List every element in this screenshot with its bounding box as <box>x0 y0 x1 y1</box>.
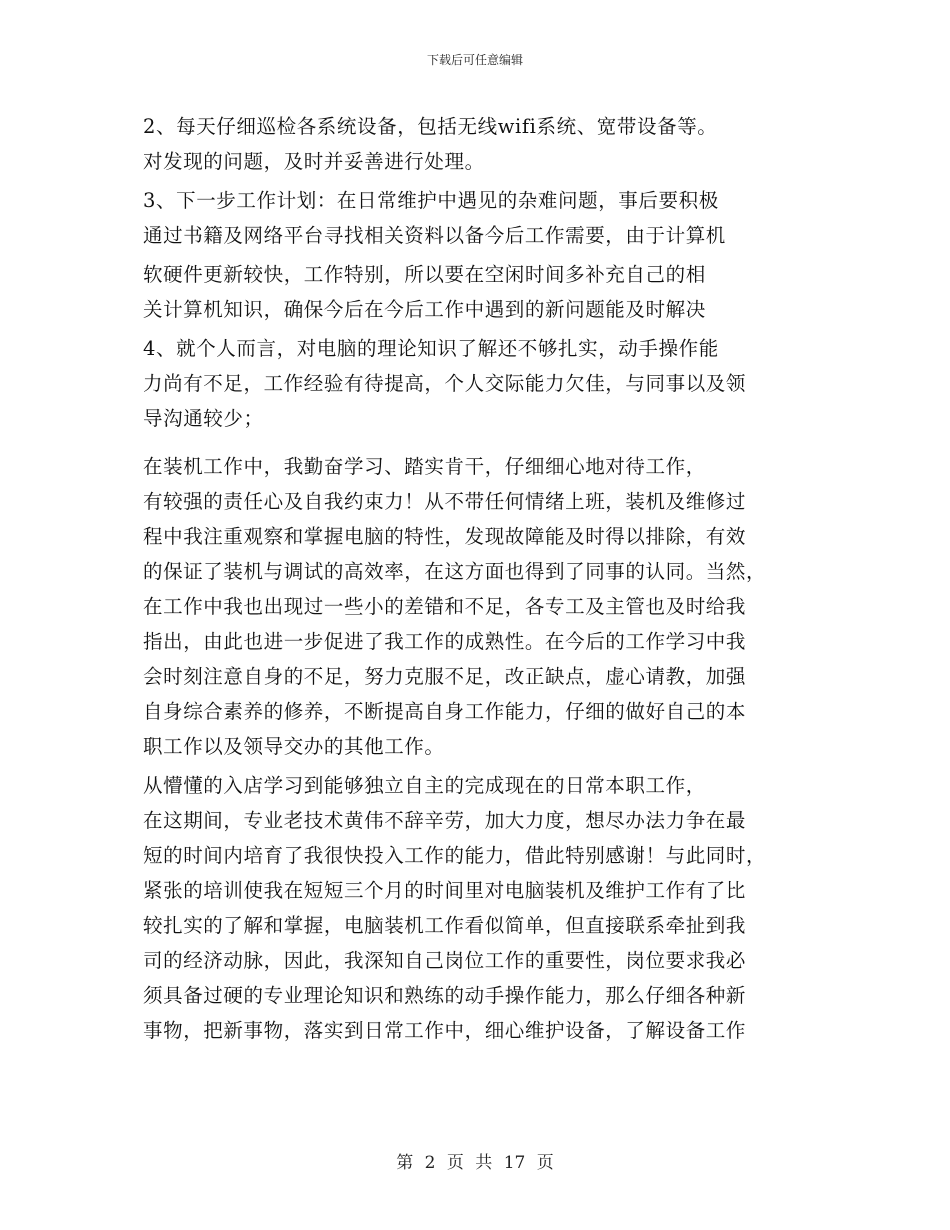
text-line: 程中我注重观察和掌握电脑的特性，发现故障能及时得以排除，有效 <box>143 525 747 548</box>
paragraph-6 <box>143 768 813 1048</box>
text-line: 指出，由此也进一步促进了我工作的成熟性。在今后的工作学习中我 <box>143 630 747 653</box>
text-line: 软硬件更新较快，工作特别，所以要在空闲时间多补充自己的相 <box>143 263 706 286</box>
page-number: 第 2 页 共 17 页 <box>396 1153 554 1173</box>
text-line: 通过书籍及网络平台寻找相关资料以备今后工作需要，由于计算机 <box>143 224 726 247</box>
text-line: 从懵懂的入店学习到能够独立自主的完成现在的日常本职工作， <box>143 774 706 797</box>
text-line: 在装机工作中，我勤奋学习、踏实肯干，仔细细心地对待工作， <box>143 455 706 478</box>
text-line: 司的经济动脉，因此，我深知自己岗位工作的重要性，岗位要求我必 <box>143 949 747 972</box>
paragraph-5 <box>143 449 813 764</box>
text-line: 须具备过硬的专业理论知识和熟练的动手操作能力，那么仔细各种新 <box>143 984 747 1007</box>
text-line: 导沟通较少； <box>143 407 264 430</box>
text-line: 力尚有不足，工作经验有待提高，个人交际能力欠佳，与同事以及领 <box>143 372 747 395</box>
text-line: 短的时间内培育了我很快投入工作的能力，借此特别感谢！与此同时， <box>143 844 767 867</box>
paragraph-3 <box>143 257 813 327</box>
text-line: 的保证了装机与调试的高效率，在这方面也得到了同事的认同。当然， <box>143 560 767 583</box>
text-line: 有较强的责任心及自我约束力！从不带任何情绪上班，装机及维修过 <box>143 490 747 513</box>
text-line: 在工作中我也出现过一些小的差错和不足，各专工及主管也及时给我 <box>143 595 747 618</box>
text-line: 2、每天仔细巡检各系统设备，包括无线wifi系统、宽带设备等。 <box>143 115 718 138</box>
text-line: 事物，把新事物，落实到日常工作中，细心维护设备，了解设备工作 <box>143 1019 747 1042</box>
text-line: 职工作以及领导交办的其他工作。 <box>143 735 445 758</box>
text-line: 对发现的问题，及时并妥善进行处理。 <box>143 150 485 173</box>
text-line: 会时刻注意自身的不足，努力克服不足，改正缺点，虚心请教，加强 <box>143 665 747 688</box>
paragraph-1 <box>143 109 813 179</box>
page-header: 下载后可任意编辑 <box>426 53 523 67</box>
text-line: 3、下一步工作计划：在日常维护中遇见的杂难问题，事后要积极 <box>143 189 719 212</box>
text-line: 自身综合素养的修养，不断提高自身工作能力，仔细的做好自己的本 <box>143 700 747 723</box>
paragraph-2 <box>143 183 813 253</box>
text-line: 4、就个人而言，对电脑的理论知识了解还不够扎实，动手操作能 <box>143 337 719 360</box>
text-line: 紧张的培训使我在短短三个月的时间里对电脑装机及维护工作有了比 <box>143 879 747 902</box>
text-line: 关计算机知识，确保今后在今后工作中遇到的新问题能及时解决 <box>143 298 706 321</box>
paragraph-4 <box>143 331 813 436</box>
document-body <box>143 109 813 1048</box>
text-line: 较扎实的了解和掌握，电脑装机工作看似简单，但直接联系牵扯到我 <box>143 914 747 937</box>
text-line: 在这期间，专业老技术黄伟不辞辛劳，加大力度，想尽办法力争在最 <box>143 809 747 832</box>
